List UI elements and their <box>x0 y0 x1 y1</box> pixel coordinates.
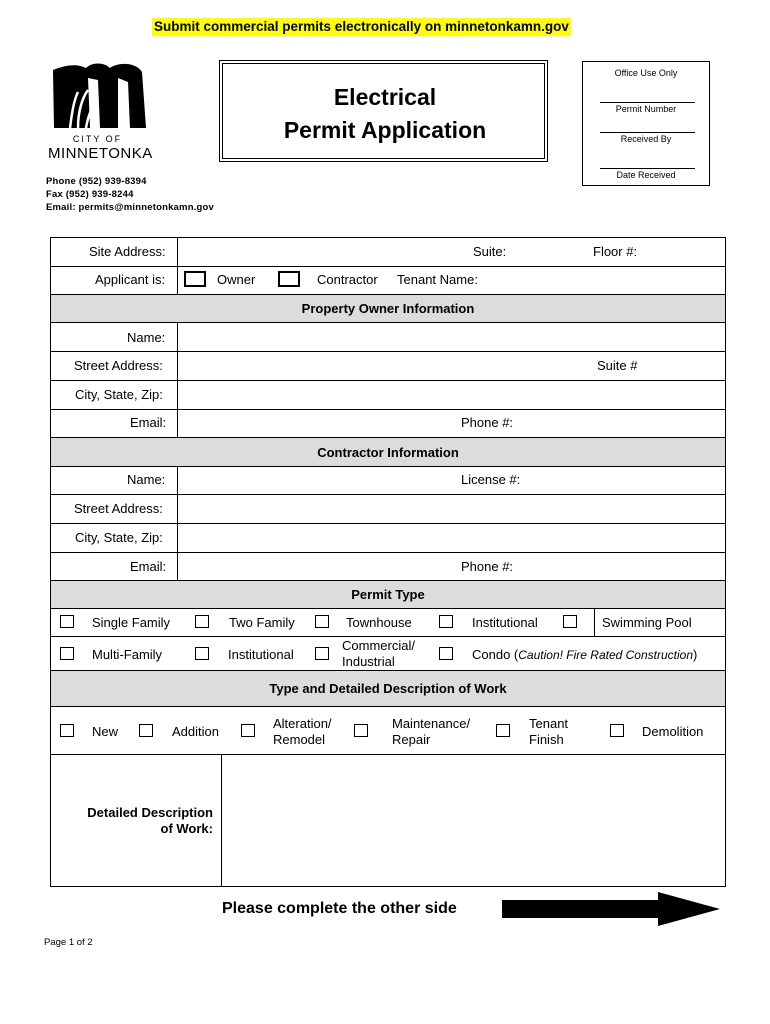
property-owner-title: Property Owner Information <box>301 301 475 316</box>
description-label-line2: of Work: <box>160 821 213 836</box>
owner-email-row[interactable] <box>50 410 726 438</box>
permit-type-title: Permit Type <box>351 587 425 602</box>
owner-city-label: City, State, Zip: <box>75 387 163 402</box>
owner-email-label: Email: <box>130 415 167 430</box>
condo-caution: Caution! Fire Rated Construction <box>518 648 693 662</box>
two-family-checkbox[interactable] <box>195 615 209 628</box>
institutional-checkbox-2[interactable] <box>195 647 209 660</box>
applicant-row <box>50 266 726 295</box>
condo-label <box>472 647 697 662</box>
owner-name-row[interactable] <box>50 323 726 352</box>
institutional-checkbox-1[interactable] <box>439 615 453 628</box>
new-label: New <box>92 724 119 739</box>
contractor-section-header <box>50 438 726 467</box>
contractor-city-label: City, State, Zip: <box>75 530 163 545</box>
permit-number-line <box>600 102 695 103</box>
townhouse-checkbox[interactable] <box>315 615 329 628</box>
owner-label: Owner <box>217 272 256 287</box>
applicant-is-label: Applicant is: <box>95 272 166 287</box>
contractor-email-row[interactable] <box>50 553 726 581</box>
swimming-pool-checkbox[interactable] <box>563 615 577 628</box>
single-family-label: Single Family <box>92 615 171 630</box>
electronic-submission-banner: Submit commercial permits electronically on minnetonkamn.gov <box>154 19 569 34</box>
owner-street-label: Street Address: <box>74 358 163 373</box>
right-arrow-icon <box>502 892 722 926</box>
site-address-label: Site Address: <box>89 244 166 259</box>
condo-checkbox[interactable] <box>439 647 453 660</box>
floor-label: Floor #: <box>593 244 638 259</box>
addition-checkbox[interactable] <box>139 724 153 737</box>
contractor-street-label: Street Address: <box>74 501 163 516</box>
received-by-line <box>600 132 695 133</box>
tenant-finish-label-line2: Finish <box>529 732 564 747</box>
city-of-label: CITY OF <box>72 134 123 144</box>
permit-number-label: Permit Number <box>615 104 677 114</box>
institutional-label-2: Institutional <box>228 647 294 662</box>
multi-family-checkbox[interactable] <box>60 647 74 660</box>
owner-checkbox[interactable] <box>184 271 206 287</box>
work-type-row <box>50 707 726 755</box>
work-type-title: Type and Detailed Description of Work <box>269 681 507 696</box>
city-name: MINNETONKA <box>48 145 153 162</box>
alteration-label-line1: Alteration/ <box>273 716 332 731</box>
addition-label: Addition <box>172 724 219 739</box>
demolition-checkbox[interactable] <box>610 724 624 737</box>
permit-type-row-1 <box>50 609 726 637</box>
tenant-name-label: Tenant Name: <box>397 272 478 287</box>
new-checkbox[interactable] <box>60 724 74 737</box>
title-box <box>219 60 548 162</box>
contractor-email-label: Email: <box>130 559 167 574</box>
condo-text: Condo ( <box>472 647 519 662</box>
site-address-row[interactable] <box>50 237 726 267</box>
complete-other-side-note: Please complete the other side <box>222 900 457 917</box>
work-type-section-header <box>50 671 726 707</box>
date-received-line <box>600 168 695 169</box>
property-owner-section-header <box>50 295 726 323</box>
office-use-heading: Office Use Only <box>614 68 678 78</box>
owner-suite-label: Suite # <box>597 358 638 373</box>
tenant-finish-label-line1: Tenant <box>529 716 569 731</box>
page-number: Page 1 of 2 <box>44 937 93 948</box>
permit-type-row-2 <box>50 637 726 671</box>
two-family-label: Two Family <box>229 615 295 630</box>
contractor-phone-label: Phone #: <box>461 559 514 574</box>
contractor-name-row[interactable] <box>50 467 726 495</box>
owner-phone-label: Phone #: <box>461 415 514 430</box>
owner-name-label: Name: <box>127 330 166 345</box>
condo-close: ) <box>693 647 698 662</box>
date-received-label: Date Received <box>616 170 676 180</box>
demolition-label: Demolition <box>642 724 704 739</box>
contractor-name-label: Name: <box>127 472 166 487</box>
tenant-finish-checkbox[interactable] <box>496 724 510 737</box>
phone-number: Phone (952) 939-8394 <box>46 176 147 187</box>
received-by-label: Received By <box>620 134 672 144</box>
contractor-label: Contractor <box>317 272 378 287</box>
alteration-checkbox[interactable] <box>241 724 255 737</box>
owner-city-row[interactable] <box>50 381 726 410</box>
contractor-title: Contractor Information <box>317 445 459 460</box>
detailed-description-row <box>50 755 726 887</box>
contractor-license-label: License #: <box>461 472 521 487</box>
maintenance-label-line1: Maintenance/ <box>392 716 471 731</box>
townhouse-label: Townhouse <box>346 615 412 630</box>
multi-family-label: Multi-Family <box>92 647 163 662</box>
owner-street-row[interactable] <box>50 352 726 381</box>
form-title-line1: Electrical <box>333 84 437 110</box>
swimming-pool-label: Swimming Pool <box>602 615 692 630</box>
maintenance-checkbox[interactable] <box>354 724 368 737</box>
commercial-label-line1: Commercial/ <box>342 638 415 653</box>
description-input-area[interactable] <box>222 755 725 886</box>
fax-number: Fax (952) 939-8244 <box>46 189 134 200</box>
contractor-city-row[interactable] <box>50 524 726 553</box>
single-family-checkbox[interactable] <box>60 615 74 628</box>
commercial-label-line2: Industrial <box>342 654 395 669</box>
commercial-industrial-checkbox[interactable] <box>315 647 329 660</box>
form-title-line2: Permit Application <box>283 117 487 143</box>
contact-email: Email: permits@minnetonkamn.gov <box>46 202 215 213</box>
suite-label: Suite: <box>473 244 507 259</box>
permit-type-section-header <box>50 581 726 609</box>
alteration-label-line2: Remodel <box>273 732 326 747</box>
contractor-checkbox[interactable] <box>278 271 300 287</box>
contractor-street-row[interactable] <box>50 495 726 524</box>
maintenance-label-line2: Repair <box>392 732 431 747</box>
institutional-label-1: Institutional <box>472 615 538 630</box>
description-label-line1: Detailed Description <box>87 805 213 820</box>
